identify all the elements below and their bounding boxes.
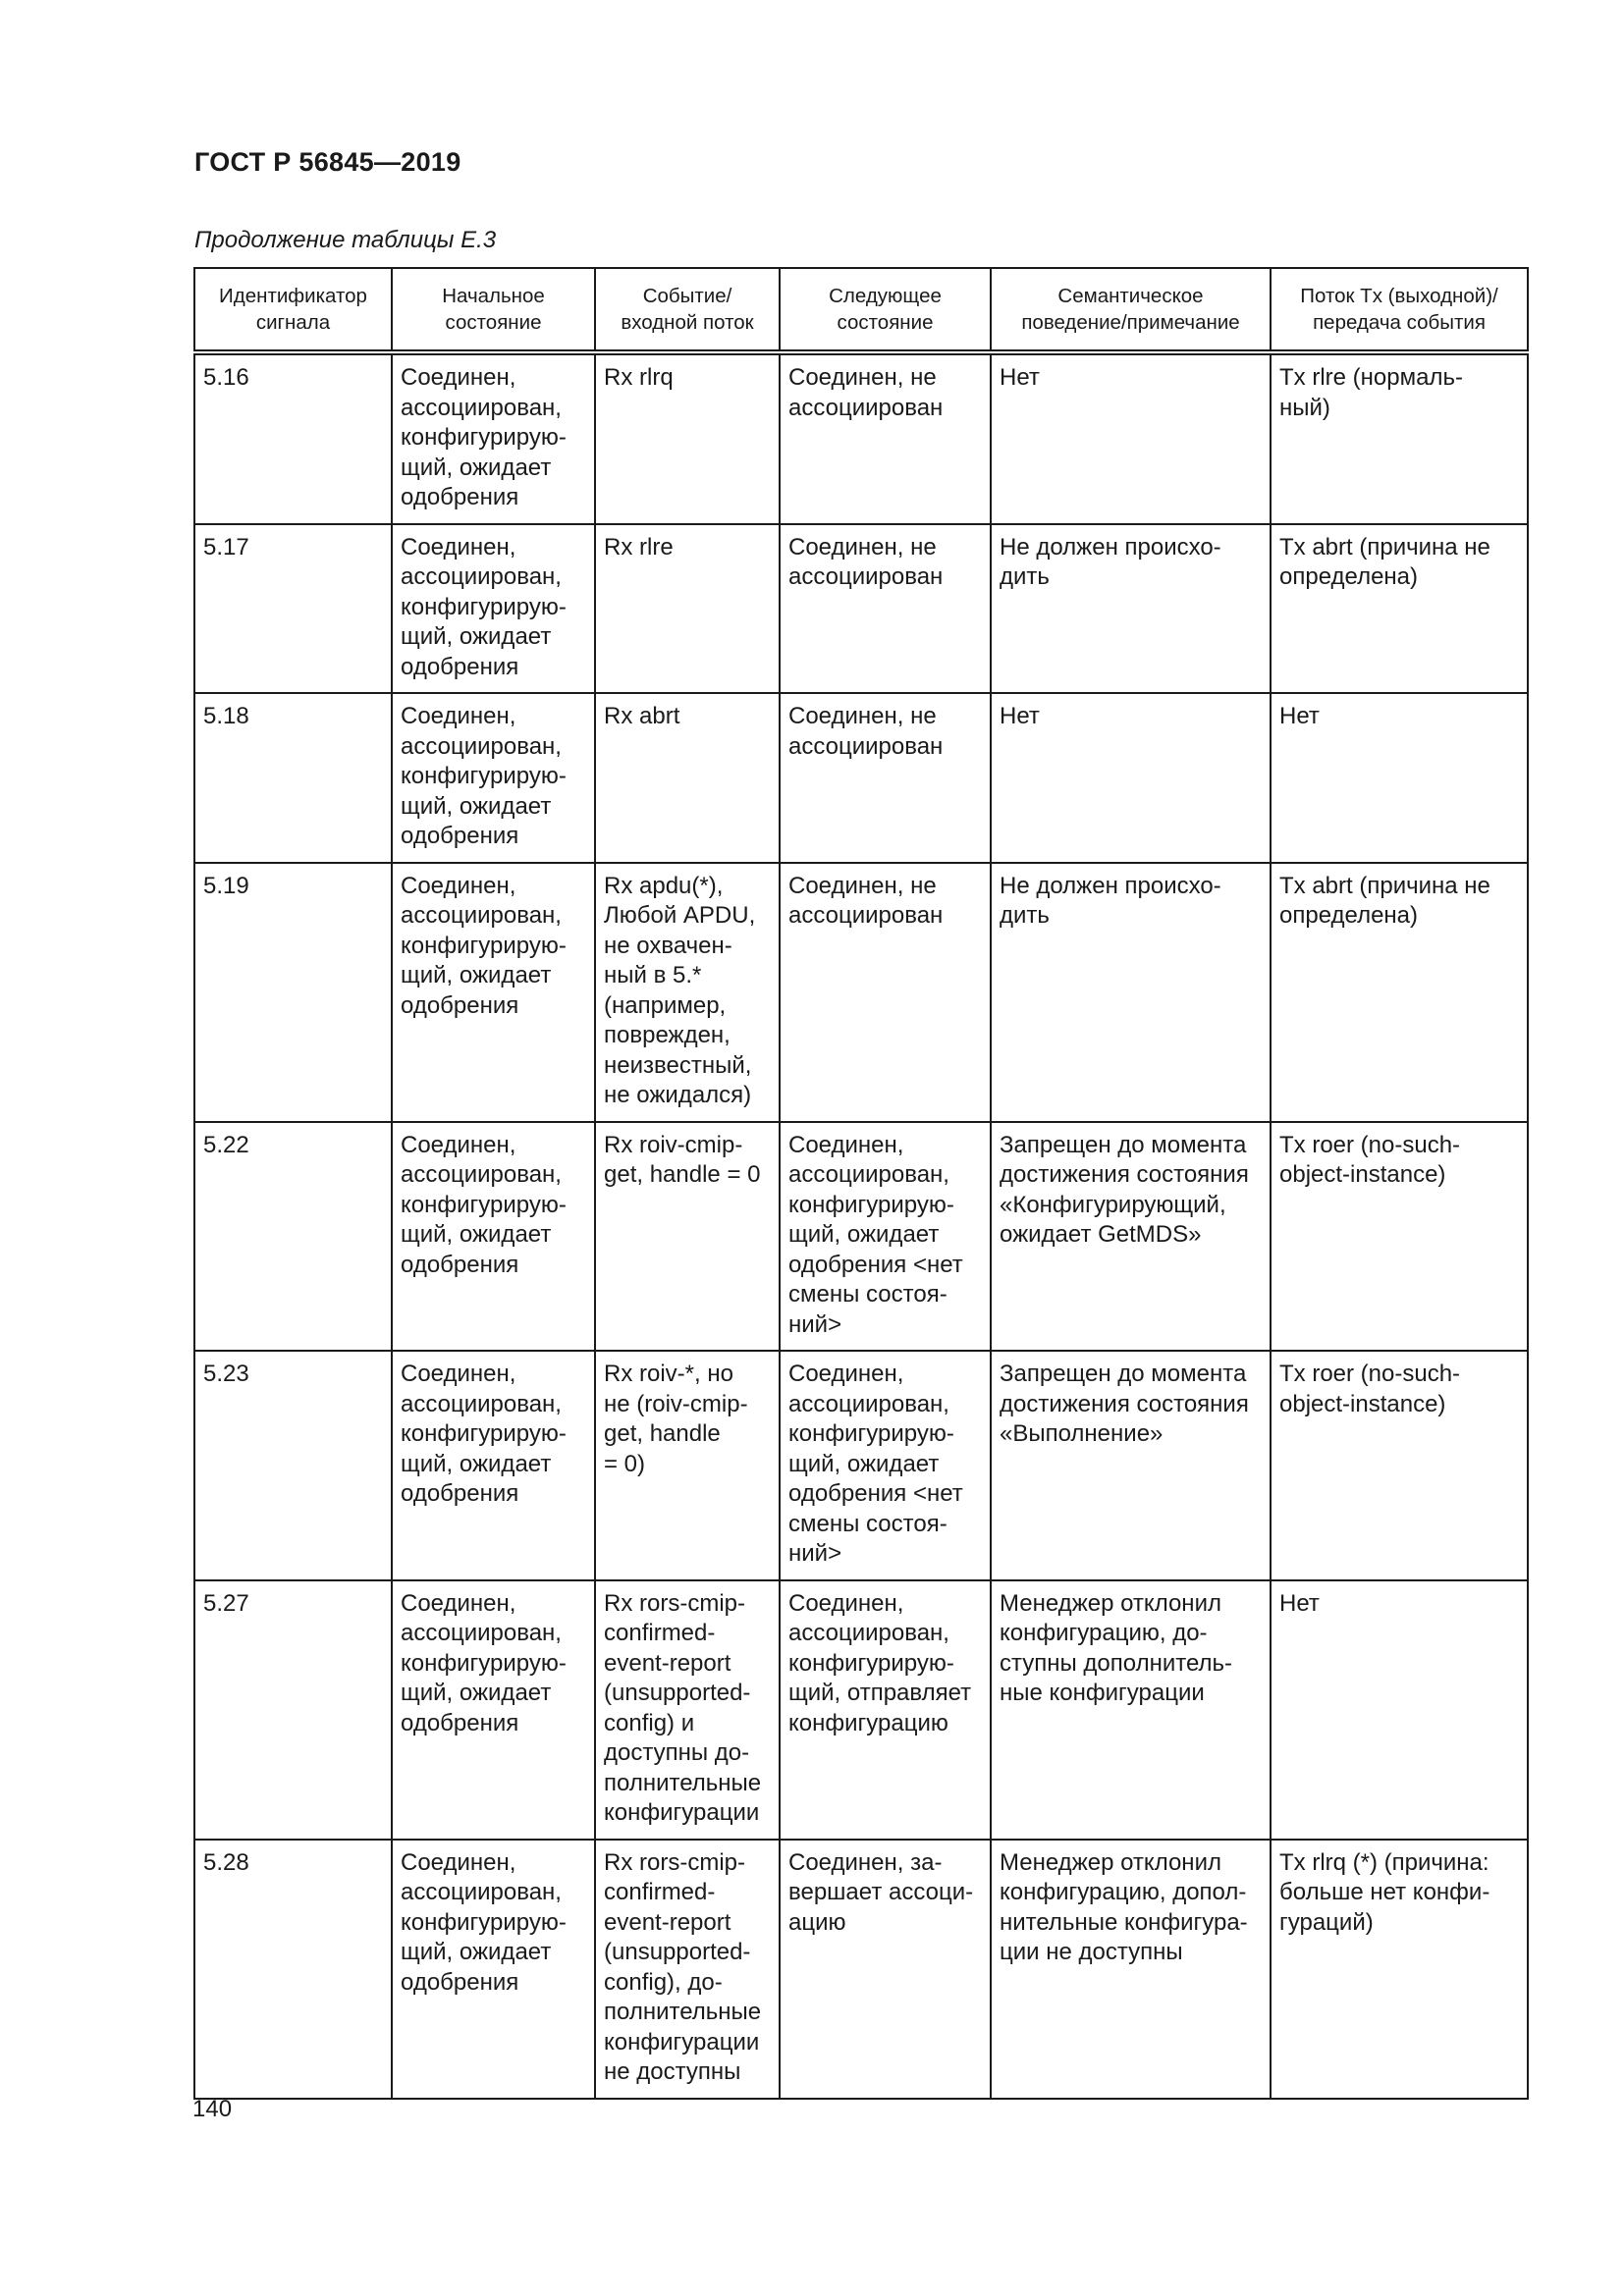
signal-id-cell: 5.23: [194, 1351, 392, 1580]
next-state-cell: Соединен, ассоциирован, конфигурирую- щий, ожидает одобрения <нет смены состоя- ний>: [780, 1351, 991, 1580]
event-input-cell: Rx rlrq: [595, 352, 780, 524]
table-row: [194, 1580, 1528, 1840]
signal-id-cell: 5.28: [194, 1840, 392, 2099]
table-row: [194, 863, 1528, 1122]
signal-id-cell: 5.22: [194, 1122, 392, 1352]
document-header: ГОСТ Р 56845—2019: [194, 147, 461, 177]
tx-output-cell: Нет: [1271, 693, 1528, 863]
initial-state-cell: Соединен, ассоциирован, конфигурирую- щий, ожидает одобрения: [392, 352, 595, 524]
table-row: [194, 524, 1528, 694]
initial-state-cell: Соединен, ассоциирован, конфигурирую- щий, ожидает одобрения: [392, 863, 595, 1122]
table-row: [194, 352, 1528, 524]
next-state-cell: Соединен, ассоциирован, конфигурирую- щий, отправляет конфигурацию: [780, 1580, 991, 1840]
event-input-cell: Rx rors-cmip- confirmed- event-report (unsupported- config) и доступны до- полнительные конфигурации: [595, 1580, 780, 1840]
table-row: [194, 693, 1528, 863]
tx-output-cell: Tx abrt (причина не определена): [1271, 863, 1528, 1122]
semantic-behavior-cell: Запрещен до момента достижения состояния «Конфигурирующий, ожидает GetMDS»: [991, 1122, 1271, 1352]
table-header-row: [194, 268, 1528, 352]
semantic-behavior-cell: Менеджер отклонил конфигурацию, до- ступны дополнитель- ные конфигурации: [991, 1580, 1271, 1840]
tx-output-cell: Tx abrt (причина не определена): [1271, 524, 1528, 694]
semantic-behavior-cell: Не должен происхо- дить: [991, 863, 1271, 1122]
next-state-cell: Соединен, не ассоциирован: [780, 693, 991, 863]
column-header-initial-state: Начальное состояние: [392, 268, 595, 352]
column-header-semantic-behavior: Семантическое поведение/примечание: [991, 268, 1271, 352]
column-header-tx-output: Поток Tx (выходной)/ передача события: [1271, 268, 1528, 352]
initial-state-cell: Соединен, ассоциирован, конфигурирую- щий, ожидает одобрения: [392, 1580, 595, 1840]
column-header-signal-id: Идентификатор сигнала: [194, 268, 392, 352]
page-number: 140: [192, 2096, 233, 2122]
semantic-behavior-cell: Запрещен до момента достижения состояния «Выполнение»: [991, 1351, 1271, 1580]
signal-id-cell: 5.19: [194, 863, 392, 1122]
event-input-cell: Rx apdu(*), Любой APDU, не охвачен- ный в 5.* (например, поврежден, неизвестный, не ожидался): [595, 863, 780, 1122]
next-state-cell: Соединен, не ассоциирован: [780, 352, 991, 524]
semantic-behavior-cell: Не должен происхо- дить: [991, 524, 1271, 694]
event-input-cell: Rx rlre: [595, 524, 780, 694]
next-state-cell: Соединен, ассоциирован, конфигурирую- щий, ожидает одобрения <нет смены состоя- ний>: [780, 1122, 991, 1352]
tx-output-cell: Tx roer (no-such- object-instance): [1271, 1351, 1528, 1580]
initial-state-cell: Соединен, ассоциирован, конфигурирую- щий, ожидает одобрения: [392, 1840, 595, 2099]
next-state-cell: Соединен, не ассоциирован: [780, 524, 991, 694]
signal-id-cell: 5.27: [194, 1580, 392, 1840]
initial-state-cell: Соединен, ассоциирован, конфигурирую- щий, ожидает одобрения: [392, 1351, 595, 1580]
table-row: [194, 1840, 1528, 2099]
event-input-cell: Rx rors-cmip- confirmed- event-report (unsupported- config), до- полнительные конфигурации не доступны: [595, 1840, 780, 2099]
event-input-cell: Rx roiv-*, но не (roiv-cmip- get, handle = 0): [595, 1351, 780, 1580]
signal-id-cell: 5.18: [194, 693, 392, 863]
semantic-behavior-cell: Нет: [991, 352, 1271, 524]
state-transition-table: [193, 267, 1529, 2100]
tx-output-cell: Tx rlrq (*) (причина: больше нет конфи- гураций): [1271, 1840, 1528, 2099]
column-header-event-input: Событие/ входной поток: [595, 268, 780, 352]
next-state-cell: Соединен, за- вершает ассоци- ацию: [780, 1840, 991, 2099]
tx-output-cell: Tx roer (no-such- object-instance): [1271, 1122, 1528, 1352]
next-state-cell: Соединен, не ассоциирован: [780, 863, 991, 1122]
initial-state-cell: Соединен, ассоциирован, конфигурирую- щий, ожидает одобрения: [392, 1122, 595, 1352]
tx-output-cell: Нет: [1271, 1580, 1528, 1840]
tx-output-cell: Tx rlre (нормаль- ный): [1271, 352, 1528, 524]
table-row: [194, 1351, 1528, 1580]
signal-id-cell: 5.16: [194, 352, 392, 524]
event-input-cell: Rx abrt: [595, 693, 780, 863]
signal-id-cell: 5.17: [194, 524, 392, 694]
table-row: [194, 1122, 1528, 1352]
semantic-behavior-cell: Нет: [991, 693, 1271, 863]
initial-state-cell: Соединен, ассоциирован, конфигурирую- щий, ожидает одобрения: [392, 693, 595, 863]
semantic-behavior-cell: Менеджер отклонил конфигурацию, допол- нительные конфигура- ции не доступны: [991, 1840, 1271, 2099]
column-header-next-state: Следующее состояние: [780, 268, 991, 352]
table-caption: Продолжение таблицы Е.3: [194, 227, 497, 253]
initial-state-cell: Соединен, ассоциирован, конфигурирую- щий, ожидает одобрения: [392, 524, 595, 694]
event-input-cell: Rx roiv-cmip- get, handle = 0: [595, 1122, 780, 1352]
